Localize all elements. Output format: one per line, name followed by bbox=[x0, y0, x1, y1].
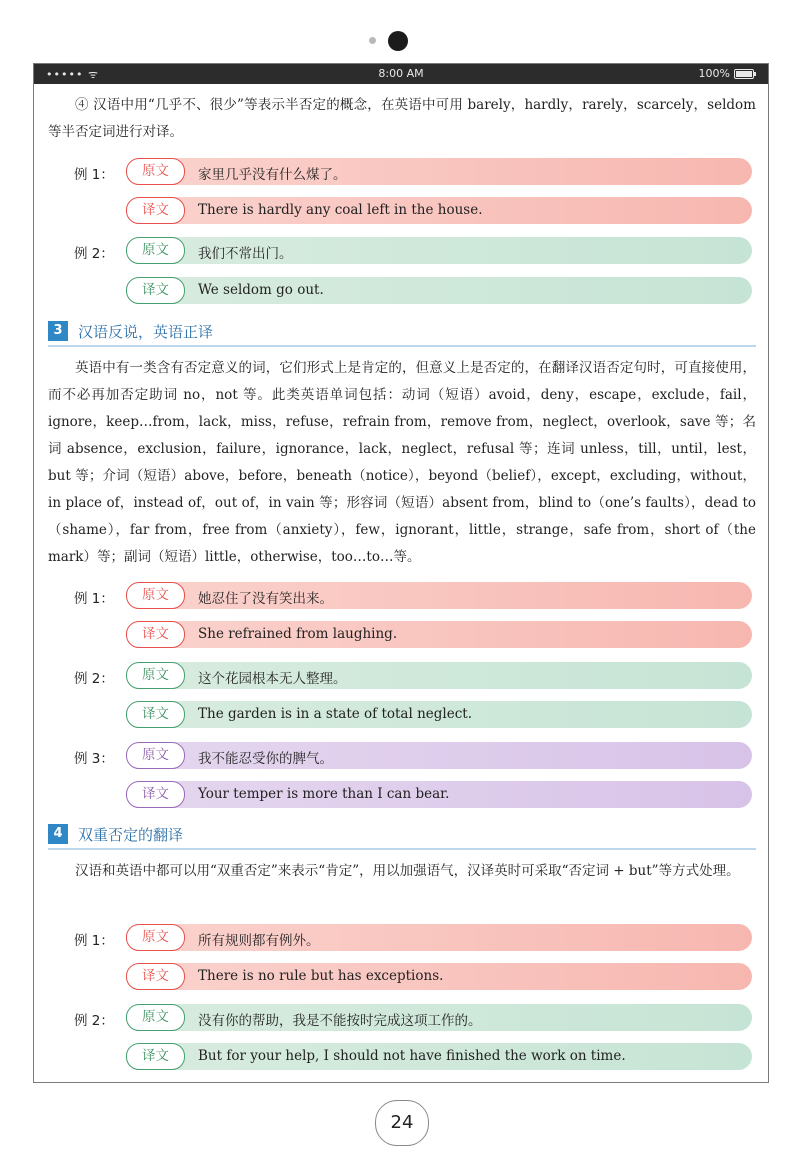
example-label: 例 3： bbox=[74, 751, 114, 767]
example-row bbox=[34, 157, 770, 187]
original-bar bbox=[126, 742, 752, 769]
example-row bbox=[34, 236, 770, 266]
translation-tag[interactable]: 译文 bbox=[126, 963, 185, 990]
translation-text: Your temper is more than I can bear. bbox=[198, 786, 450, 802]
example-label: 例 2： bbox=[74, 246, 114, 262]
page-dot-inactive[interactable] bbox=[369, 37, 376, 44]
tablet-screen bbox=[33, 63, 769, 1083]
original-bar bbox=[126, 1004, 752, 1031]
intro-paragraph: ④ 汉语中用“几乎不、很少”等表示半否定的概念，在英语中可用 barely，hardly，rarely，scarcely，seldom 等半否定词进行对译。 bbox=[48, 97, 756, 140]
original-text: 家里几乎没有什么煤了。 bbox=[198, 167, 347, 183]
original-text: 没有你的帮助，我是不能按时完成这项工作的。 bbox=[198, 1013, 482, 1029]
original-bar bbox=[126, 924, 752, 951]
translation-bar bbox=[126, 1043, 752, 1070]
translation-tag[interactable]: 译文 bbox=[126, 621, 185, 648]
translation-bar bbox=[126, 781, 752, 808]
translation-tag[interactable]: 译文 bbox=[126, 701, 185, 728]
original-text: 所有规则都有例外。 bbox=[198, 933, 320, 949]
status-bar bbox=[34, 64, 768, 84]
original-bar bbox=[126, 662, 752, 689]
example-row bbox=[34, 962, 770, 992]
original-tag[interactable]: 原文 bbox=[126, 237, 185, 264]
translation-tag[interactable]: 译文 bbox=[126, 197, 185, 224]
translation-bar bbox=[126, 701, 752, 728]
page-dot-active[interactable] bbox=[388, 31, 408, 51]
original-tag[interactable]: 原文 bbox=[126, 924, 185, 951]
section-body: 英语中有一类含有否定意义的词，它们形式上是肯定的，但意义上是否定的，在翻译汉语否定句时，可直接使用，而不必再加否定助词 no，not 等。此类英语单词包括：动词（短语）avoid，deny，escape，exclude，fail，ignore，keep…from，lack，miss，refuse，refrain from，remove from，neglect，overlook，save 等；名词 absence，exclusion，failure，ignorance，lack，neglect，refusal 等；连词 unless，till，until，lest，but 等；介词（短语）above，before，beneath（notice），beyond（belief），except，excluding，without，in place of，instead of，out of，in vain 等；形容词（短语）absent from，blind to（one’s faults），dead to（shame），far from，free from（anxiety），few，ignorant，little，strange，safe from，short of（the mark）等；副词（短语）little，otherwise，too…to…等。 bbox=[48, 360, 756, 565]
translation-bar bbox=[126, 621, 752, 648]
example-row bbox=[34, 1042, 770, 1072]
original-bar bbox=[126, 582, 752, 609]
battery-icon bbox=[734, 69, 754, 79]
translation-text: We seldom go out. bbox=[198, 282, 324, 298]
example-label: 例 1： bbox=[74, 933, 114, 949]
original-tag[interactable]: 原文 bbox=[126, 582, 185, 609]
example-row bbox=[34, 661, 770, 691]
section-number: 3 bbox=[48, 321, 68, 341]
original-bar bbox=[126, 237, 752, 264]
original-bar bbox=[126, 158, 752, 185]
original-text: 我们不常出门。 bbox=[198, 246, 293, 262]
translation-bar bbox=[126, 197, 752, 224]
translation-text: There is no rule but has exceptions. bbox=[198, 968, 444, 984]
translation-bar bbox=[126, 277, 752, 304]
signal-wifi-icon: ••••• ᯤ bbox=[46, 68, 99, 81]
example-label: 例 2： bbox=[74, 671, 114, 687]
translation-tag[interactable]: 译文 bbox=[126, 1043, 185, 1070]
page-indicator bbox=[0, 31, 800, 51]
section-heading bbox=[48, 319, 756, 347]
section-title: 汉语反说，英语正译 bbox=[78, 323, 214, 341]
translation-tag[interactable]: 译文 bbox=[126, 781, 185, 808]
example-row bbox=[34, 741, 770, 771]
translation-bar bbox=[126, 963, 752, 990]
translation-text: There is hardly any coal left in the house. bbox=[198, 202, 483, 218]
example-row bbox=[34, 700, 770, 730]
translation-text: The garden is in a state of total neglect. bbox=[198, 706, 472, 722]
example-row bbox=[34, 276, 770, 306]
original-tag[interactable]: 原文 bbox=[126, 1004, 185, 1031]
section-number: 4 bbox=[48, 824, 68, 844]
example-row bbox=[34, 620, 770, 650]
battery-percent: 100% bbox=[698, 67, 730, 80]
battery-status bbox=[699, 67, 754, 80]
translation-text: She refrained from laughing. bbox=[198, 626, 398, 642]
translation-tag[interactable]: 译文 bbox=[126, 277, 185, 304]
example-row bbox=[34, 780, 770, 810]
original-text: 她忍住了没有笑出来。 bbox=[198, 591, 333, 607]
example-row bbox=[34, 1003, 770, 1033]
section-title: 双重否定的翻译 bbox=[78, 826, 184, 844]
example-row bbox=[34, 923, 770, 953]
example-label: 例 1： bbox=[74, 167, 114, 183]
original-tag[interactable]: 原文 bbox=[126, 662, 185, 689]
original-text: 我不能忍受你的脾气。 bbox=[198, 751, 333, 767]
section-heading bbox=[48, 822, 756, 850]
original-tag[interactable]: 原文 bbox=[126, 742, 185, 769]
translation-text: But for your help, I should not have finished the work on time. bbox=[198, 1048, 626, 1064]
example-row bbox=[34, 196, 770, 226]
original-tag[interactable]: 原文 bbox=[126, 158, 185, 185]
status-time: 8:00 AM bbox=[378, 67, 424, 80]
example-label: 例 1： bbox=[74, 591, 114, 607]
page-number: 24 bbox=[375, 1100, 429, 1146]
section-body: 汉语和英语中都可以用“双重否定”来表示“肯定”，用以加强语气，汉译英时可采取“否定词 + but”等方式处理。 bbox=[75, 863, 740, 879]
original-text: 这个花园根本无人整理。 bbox=[198, 671, 347, 687]
example-row bbox=[34, 581, 770, 611]
example-label: 例 2： bbox=[74, 1013, 114, 1029]
